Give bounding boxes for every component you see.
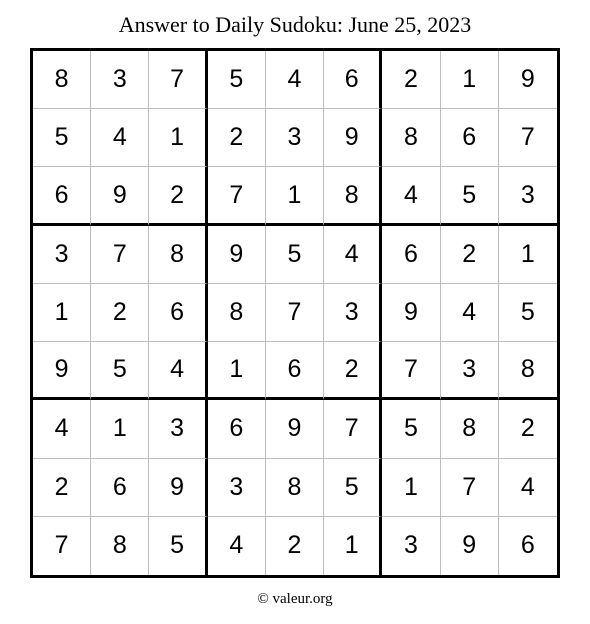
sudoku-cell: 5 bbox=[91, 342, 149, 400]
sudoku-cell: 5 bbox=[441, 167, 499, 225]
sudoku-cell: 3 bbox=[149, 400, 207, 458]
sudoku-cell: 6 bbox=[266, 342, 324, 400]
sudoku-cell: 9 bbox=[324, 109, 382, 167]
sudoku-cell: 4 bbox=[324, 226, 382, 284]
sudoku-cell: 4 bbox=[499, 459, 557, 517]
sudoku-cell: 6 bbox=[149, 284, 207, 342]
sudoku-cell: 7 bbox=[499, 109, 557, 167]
sudoku-cell: 2 bbox=[382, 51, 440, 109]
sudoku-cell: 1 bbox=[91, 400, 149, 458]
sudoku-cell: 8 bbox=[382, 109, 440, 167]
sudoku-cell: 9 bbox=[91, 167, 149, 225]
sudoku-cell: 5 bbox=[266, 226, 324, 284]
sudoku-cell: 2 bbox=[324, 342, 382, 400]
sudoku-cell: 8 bbox=[33, 51, 91, 109]
sudoku-cell: 1 bbox=[324, 517, 382, 575]
sudoku-cell: 1 bbox=[499, 226, 557, 284]
sudoku-cell: 2 bbox=[208, 109, 266, 167]
sudoku-cell: 3 bbox=[499, 167, 557, 225]
sudoku-cell: 5 bbox=[499, 284, 557, 342]
sudoku-cell: 3 bbox=[208, 459, 266, 517]
sudoku-cell: 7 bbox=[149, 51, 207, 109]
sudoku-cell: 4 bbox=[33, 400, 91, 458]
sudoku-cell: 8 bbox=[499, 342, 557, 400]
sudoku-cell: 9 bbox=[266, 400, 324, 458]
sudoku-cell: 6 bbox=[208, 400, 266, 458]
sudoku-cell: 2 bbox=[91, 284, 149, 342]
sudoku-cell: 7 bbox=[441, 459, 499, 517]
sudoku-cell: 7 bbox=[266, 284, 324, 342]
sudoku-cell: 8 bbox=[91, 517, 149, 575]
sudoku-cell: 4 bbox=[266, 51, 324, 109]
sudoku-cell: 3 bbox=[382, 517, 440, 575]
sudoku-cell: 7 bbox=[91, 226, 149, 284]
sudoku-cell: 8 bbox=[441, 400, 499, 458]
sudoku-cell: 5 bbox=[208, 51, 266, 109]
sudoku-cell: 6 bbox=[324, 51, 382, 109]
sudoku-cell: 9 bbox=[382, 284, 440, 342]
sudoku-cell: 5 bbox=[382, 400, 440, 458]
sudoku-cell: 2 bbox=[441, 226, 499, 284]
sudoku-grid bbox=[30, 48, 560, 578]
sudoku-cell: 1 bbox=[441, 51, 499, 109]
puzzle-title: Answer to Daily Sudoku: June 25, 2023 bbox=[118, 12, 472, 37]
sudoku-cell: 7 bbox=[208, 167, 266, 225]
copyright-footer: © valeur.org bbox=[257, 591, 333, 607]
sudoku-cell: 1 bbox=[382, 459, 440, 517]
sudoku-cell: 9 bbox=[149, 459, 207, 517]
sudoku-cell: 3 bbox=[33, 226, 91, 284]
sudoku-cell: 4 bbox=[149, 342, 207, 400]
sudoku-cell: 4 bbox=[91, 109, 149, 167]
sudoku-cell: 2 bbox=[149, 167, 207, 225]
sudoku-cell: 1 bbox=[208, 342, 266, 400]
sudoku-cell: 6 bbox=[520, 531, 535, 560]
sudoku-cell: 8 bbox=[149, 226, 207, 284]
sudoku-cell: 3 bbox=[266, 109, 324, 167]
sudoku-cell: 5 bbox=[33, 109, 91, 167]
sudoku-cell: 7 bbox=[33, 517, 91, 575]
sudoku-cell: 6 bbox=[382, 226, 440, 284]
sudoku-cell: 7 bbox=[324, 400, 382, 458]
sudoku-cell: 7 bbox=[382, 342, 440, 400]
sudoku-cell: 6 bbox=[33, 167, 91, 225]
sudoku-cell: 3 bbox=[91, 51, 149, 109]
sudoku-cell: 9 bbox=[441, 517, 499, 575]
sudoku-cell: 1 bbox=[33, 284, 91, 342]
sudoku-cell: 5 bbox=[324, 459, 382, 517]
sudoku-cell: 9 bbox=[499, 51, 557, 109]
sudoku-cell: 9 bbox=[33, 342, 91, 400]
sudoku-cell: 9 bbox=[208, 226, 266, 284]
sudoku-cell: 3 bbox=[324, 284, 382, 342]
sudoku-cell: 6 bbox=[91, 459, 149, 517]
sudoku-cell: 6 bbox=[441, 109, 499, 167]
sudoku-cell: 1 bbox=[266, 167, 324, 225]
sudoku-cell: 4 bbox=[208, 517, 266, 575]
sudoku-cell: 2 bbox=[499, 400, 557, 458]
sudoku-cell: 5 bbox=[149, 517, 207, 575]
sudoku-cell: 1 bbox=[149, 109, 207, 167]
sudoku-cell: 3 bbox=[441, 342, 499, 400]
sudoku-cell: 4 bbox=[382, 167, 440, 225]
sudoku-cell: 2 bbox=[266, 517, 324, 575]
sudoku-cell: 2 bbox=[33, 459, 91, 517]
sudoku-cell: 8 bbox=[266, 459, 324, 517]
sudoku-cell: 8 bbox=[324, 167, 382, 225]
sudoku-cell: 8 bbox=[208, 284, 266, 342]
sudoku-cell: 4 bbox=[441, 284, 499, 342]
